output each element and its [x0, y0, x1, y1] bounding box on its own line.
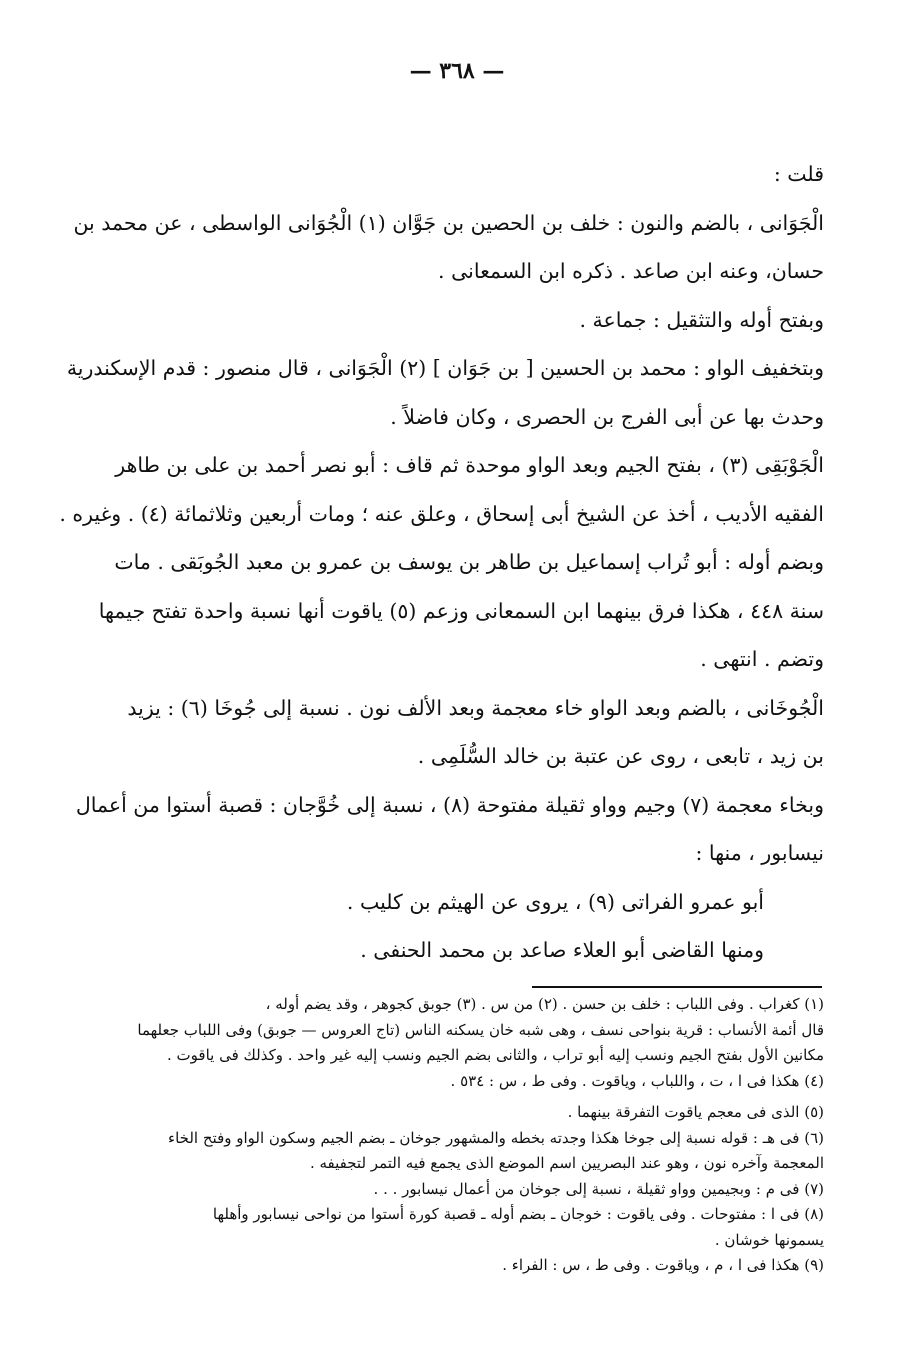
text-line: وبفتح أوله والتثقيل : جماعة . [579, 307, 824, 332]
footnote-line: (٤) هكذا فى ا ، ت ، واللباب ، وياقوت . وفى ط ، س : ٥٣٤ . [450, 1071, 824, 1090]
text-line: سنة ٤٤٨ ، هكذا فرق بينهما ابن السمعانى وزعم (٥) ياقوت أنها نسبة واحدة تفتح جيمها [98, 598, 824, 623]
text-line: ومنها القاضى أبو العلاء صاعد بن محمد الحنفى . [360, 938, 764, 962]
text-line: وبضم أوله : أبو تُراب إسماعيل بن طاهر بن يوسف بن عمرو بن معبد الجُوبَقى . مات [114, 550, 824, 574]
footnote-line: (١) كغراب . وفى اللباب : خلف بن حسن . (٢) من س . (٣) جوبق كجوهر ، وقد يضم أوله ، [265, 995, 824, 1013]
footnote-line: (٦) فى هـ : قوله نسبة إلى جوخا هكذا وجدته بخطه والمشهور جوخان ـ بضم الجيم وسكون الواو وفتح الخاء [168, 1128, 824, 1147]
footnote-separator [532, 986, 822, 988]
text-line: حسان، وعنه ابن صاعد . ذكره ابن السمعانى . [438, 259, 824, 283]
text-line: أبو عمرو الفراتى (٩) ، يروى عن الهيثم بن كليب . [346, 889, 764, 914]
text-line: وتضم . انتهى . [700, 647, 824, 671]
main-text [59, 150, 824, 975]
footnote-line: (٥) الذى فى معجم ياقوت التفرقة بينهما . [567, 1103, 824, 1121]
text-line: الْجَوَانى ، بالضم والنون : خلف بن الحصين بن جَوَّان (١) الْجُوَانى الواسطى ، عن محمد بن [73, 210, 824, 235]
text-line: الْجُوخَانى ، بالضم وبعد الواو خاء معجمة وبعد الألف نون . نسبة إلى جُوخَا (٦) : يزيد [127, 695, 824, 720]
page-number: — ٣٦٨ — [409, 58, 505, 84]
text-line: وبتخفيف الواو : محمد بن الحسين [ بن جَوَان ] (٢) الْجَوَانى ، قال منصور : قدم الإسكندرية [66, 356, 824, 380]
footnote-line: (٨) فى ا : مفتوحات . وفى ياقوت : خوجان ـ بضم أوله ـ قصبة كورة أستوا من نواحى نيسابور وأهلها [212, 1205, 824, 1223]
text-line: قلت : [773, 162, 824, 186]
text-line: نيسابور ، منها : [695, 841, 824, 865]
footnote-line: (٩) هكذا فى ا ، م ، وياقوت . وفى ط ، س : الفراء . [502, 1256, 824, 1274]
footnote-line: قال أئمة الأنساب : قرية بنواحى نسف ، وهى شبه خان يسكنه الناس (تاج العروس — جوبق) وفى اللباب جعلهما [137, 1020, 824, 1039]
footnote-line: يسمونها خوشان . [714, 1230, 824, 1249]
text-line: الْجَوْبَقِى (٣) ، بفتح الجيم وبعد الواو موحدة ثم قاف : أبو نصر أحمد بن على بن طاهر [115, 453, 824, 477]
footnotes [104, 992, 824, 1279]
text-line: وبخاء معجمة (٧) وجيم وواو ثقيلة مفتوحة (٨) ، نسبة إلى خُوَّجان : قصبة أستوا من أعمال [75, 792, 824, 817]
footnote-line: مكانين الأول بفتح الجيم ونسب إليه أبو تراب ، والثانى بضم الجيم ونسب إليه غير واحد . وكذلك فى ياقوت . [167, 1046, 824, 1064]
text-line: الفقيه الأديب ، أخذ عن الشيخ أبى إسحاق ، وعلق عنه ؛ ومات أربعين وثلاثمائة (٤) . وغيره . [59, 501, 824, 526]
footnote-line: (٧) فى م : وبجيمين وواو ثقيلة ، نسبة إلى جوخان من أعمال نيسابور . . . [373, 1179, 824, 1198]
text-line: بن زيد ، تابعى ، روى عن عتبة بن خالد السُّلَمِى . [417, 744, 824, 768]
text-line: وحدث بها عن أبى الفرج بن الحصرى ، وكان فاضلاً . [390, 404, 824, 429]
footnote-line: المعجمة وآخره نون ، وهو عند البصريين اسم الموضع الذى يجمع فيه التمر لتجفيفه . [309, 1154, 824, 1172]
